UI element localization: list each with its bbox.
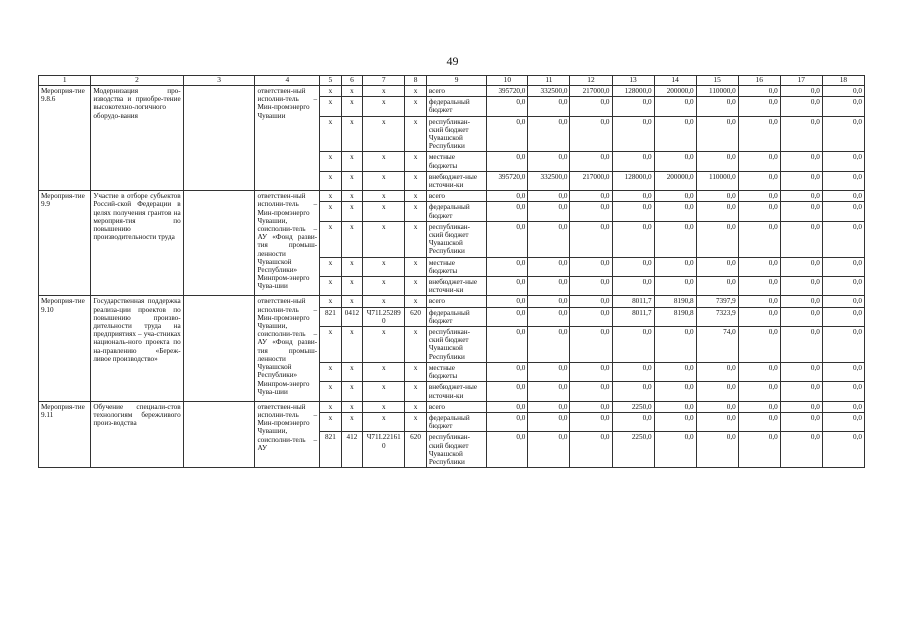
section-code-cell: x [341, 202, 363, 221]
amount-cell: 0,0 [822, 412, 864, 431]
responsible-cell: ответствен-ный исполни-тель – Мин-промэнерго Чувашии, соисполни-тель – АУ «Фонд разви-тия промыш-ленности Чувашской Республики» Минпром-энерго Чува-шии [255, 191, 320, 296]
amount-cell: 0,0 [487, 307, 528, 326]
expense-type-cell: x [405, 191, 427, 202]
amount-cell: 0,0 [487, 382, 528, 401]
amount-cell: 332500,0 [528, 171, 570, 190]
amount-cell: 0,0 [654, 97, 696, 116]
empty-col3-cell [183, 296, 255, 401]
section-code-cell: x [341, 257, 363, 276]
amount-cell: 0,0 [570, 412, 612, 431]
section-code-cell: 412 [341, 432, 363, 468]
column-header-9: 9 [426, 76, 487, 86]
amount-cell: 0,0 [654, 191, 696, 202]
amount-cell: 0,0 [487, 277, 528, 296]
amount-cell: 0,0 [822, 307, 864, 326]
amount-cell: 2250,0 [612, 432, 654, 468]
grbs-code-cell: x [320, 97, 342, 116]
amount-cell: 0,0 [612, 412, 654, 431]
column-header-13: 13 [612, 76, 654, 86]
amount-cell: 0,0 [654, 401, 696, 412]
amount-cell: 0,0 [696, 221, 738, 257]
amount-cell: 0,0 [487, 97, 528, 116]
section-code-cell: x [341, 412, 363, 431]
expense-type-cell: 620 [405, 307, 427, 326]
amount-cell: 395720,0 [487, 86, 528, 97]
amount-cell: 0,0 [738, 86, 780, 97]
amount-cell: 0,0 [487, 327, 528, 363]
amount-cell: 0,0 [780, 382, 822, 401]
amount-cell: 332500,0 [528, 86, 570, 97]
amount-cell: 0,0 [780, 401, 822, 412]
grbs-code-cell: x [320, 382, 342, 401]
amount-cell: 0,0 [487, 362, 528, 381]
amount-cell: 0,0 [570, 296, 612, 307]
expense-type-cell: x [405, 116, 427, 152]
amount-cell: 0,0 [570, 116, 612, 152]
amount-cell: 0,0 [612, 116, 654, 152]
amount-cell: 0,0 [822, 97, 864, 116]
amount-cell: 0,0 [654, 382, 696, 401]
amount-cell: 0,0 [570, 401, 612, 412]
grbs-code-cell: x [320, 327, 342, 363]
amount-cell: 0,0 [528, 327, 570, 363]
target-article-cell: x [363, 202, 405, 221]
section-code-cell: x [341, 86, 363, 97]
amount-cell: 0,0 [654, 362, 696, 381]
amount-cell: 0,0 [780, 296, 822, 307]
amount-cell: 0,0 [738, 296, 780, 307]
amount-cell: 0,0 [528, 362, 570, 381]
amount-cell: 0,0 [570, 327, 612, 363]
expense-type-cell: x [405, 152, 427, 171]
amount-cell: 0,0 [822, 401, 864, 412]
amount-cell: 0,0 [696, 412, 738, 431]
amount-cell: 0,0 [528, 257, 570, 276]
target-article-cell: x [363, 382, 405, 401]
amount-cell: 0,0 [822, 86, 864, 97]
empty-col3-cell [183, 86, 255, 191]
funding-source-cell: республикан-ский бюджет Чувашской Республики [426, 432, 487, 468]
empty-col3-cell [183, 191, 255, 296]
section-code-cell: x [341, 171, 363, 190]
amount-cell: 0,0 [738, 191, 780, 202]
amount-cell: 0,0 [738, 412, 780, 431]
amount-cell: 0,0 [738, 221, 780, 257]
section-code-cell: x [341, 97, 363, 116]
amount-cell: 0,0 [654, 327, 696, 363]
column-header-4: 4 [255, 76, 320, 86]
funding-source-cell: федеральный бюджет [426, 97, 487, 116]
measure-name-cell: Участие в отборе субъектов Россий-ской Федерации в целях получения грантов на мероприя-тия по повышению производительности труда [91, 191, 183, 296]
amount-cell: 0,0 [780, 202, 822, 221]
grbs-code-cell: 821 [320, 307, 342, 326]
amount-cell: 0,0 [738, 382, 780, 401]
target-article-cell: x [363, 296, 405, 307]
amount-cell: 8011,7 [612, 296, 654, 307]
program-table [38, 75, 865, 468]
amount-cell: 0,0 [528, 401, 570, 412]
amount-cell: 0,0 [738, 202, 780, 221]
grbs-code-cell: x [320, 86, 342, 97]
amount-cell: 74,0 [696, 327, 738, 363]
section-code-cell: x [341, 277, 363, 296]
expense-type-cell: x [405, 171, 427, 190]
amount-cell: 0,0 [654, 202, 696, 221]
amount-cell: 0,0 [487, 257, 528, 276]
table-row [39, 86, 865, 97]
section-code-cell: x [341, 191, 363, 202]
amount-cell: 0,0 [822, 362, 864, 381]
section-code-cell: x [341, 296, 363, 307]
amount-cell: 0,0 [612, 277, 654, 296]
amount-cell: 7323,9 [696, 307, 738, 326]
amount-cell: 0,0 [528, 277, 570, 296]
amount-cell: 0,0 [528, 152, 570, 171]
amount-cell: 0,0 [528, 116, 570, 152]
section-code-cell: x [341, 382, 363, 401]
amount-cell: 8011,7 [612, 307, 654, 326]
column-header-5: 5 [320, 76, 342, 86]
expense-type-cell: x [405, 401, 427, 412]
target-article-cell: Ч71I.252890 [363, 307, 405, 326]
target-article-cell: x [363, 401, 405, 412]
grbs-code-cell: x [320, 171, 342, 190]
amount-cell: 0,0 [738, 432, 780, 468]
amount-cell: 0,0 [822, 277, 864, 296]
amount-cell: 0,0 [570, 221, 612, 257]
column-header-11: 11 [528, 76, 570, 86]
amount-cell: 0,0 [822, 116, 864, 152]
amount-cell: 0,0 [780, 86, 822, 97]
amount-cell: 0,0 [487, 296, 528, 307]
funding-source-cell: федеральный бюджет [426, 412, 487, 431]
amount-cell: 0,0 [570, 307, 612, 326]
amount-cell: 0,0 [612, 257, 654, 276]
grbs-code-cell: x [320, 412, 342, 431]
amount-cell: 0,0 [528, 221, 570, 257]
column-header-15: 15 [696, 76, 738, 86]
amount-cell: 0,0 [528, 432, 570, 468]
amount-cell: 0,0 [696, 382, 738, 401]
amount-cell: 0,0 [780, 277, 822, 296]
funding-source-cell: всего [426, 86, 487, 97]
amount-cell: 0,0 [696, 432, 738, 468]
funding-source-cell: республикан-ский бюджет Чувашской Республики [426, 221, 487, 257]
amount-cell: 0,0 [612, 221, 654, 257]
amount-cell: 0,0 [780, 362, 822, 381]
column-header-3: 3 [183, 76, 255, 86]
amount-cell: 0,0 [822, 221, 864, 257]
amount-cell: 0,0 [780, 171, 822, 190]
amount-cell: 0,0 [612, 382, 654, 401]
amount-cell: 0,0 [612, 97, 654, 116]
amount-cell: 0,0 [780, 221, 822, 257]
amount-cell: 0,0 [528, 412, 570, 431]
amount-cell: 0,0 [738, 97, 780, 116]
amount-cell: 0,0 [822, 296, 864, 307]
funding-source-cell: республикан-ский бюджет Чувашской Республики [426, 327, 487, 363]
amount-cell: 0,0 [696, 116, 738, 152]
amount-cell: 0,0 [570, 277, 612, 296]
amount-cell: 0,0 [780, 327, 822, 363]
amount-cell: 0,0 [780, 97, 822, 116]
column-header-2: 2 [91, 76, 183, 86]
column-header-7: 7 [363, 76, 405, 86]
amount-cell: 0,0 [487, 412, 528, 431]
amount-cell: 0,0 [738, 171, 780, 190]
section-code-cell: x [341, 362, 363, 381]
amount-cell: 0,0 [738, 152, 780, 171]
table-row [39, 296, 865, 307]
column-header-18: 18 [822, 76, 864, 86]
section-code-cell: 0412 [341, 307, 363, 326]
amount-cell: 0,0 [822, 257, 864, 276]
amount-cell: 0,0 [570, 382, 612, 401]
amount-cell: 0,0 [528, 296, 570, 307]
amount-cell: 0,0 [570, 257, 612, 276]
expense-type-cell: 620 [405, 432, 427, 468]
amount-cell: 0,0 [487, 191, 528, 202]
empty-col3-cell [183, 401, 255, 467]
amount-cell: 0,0 [696, 401, 738, 412]
amount-cell: 0,0 [780, 191, 822, 202]
amount-cell: 0,0 [570, 152, 612, 171]
amount-cell: 217000,0 [570, 86, 612, 97]
amount-cell: 128000,0 [612, 171, 654, 190]
page-number: 49 [446, 54, 459, 68]
grbs-code-cell: x [320, 257, 342, 276]
measure-id-cell: Мероприя-тие 9.8.6 [39, 86, 91, 191]
responsible-cell: ответствен-ный исполни-тель – Мин-промэнерго Чувашии, соисполни-тель – АУ «Фонд разви-тия промыш-ленности Чувашской Республики» Минпром-энерго Чува-шии [255, 296, 320, 401]
grbs-code-cell: x [320, 116, 342, 152]
measure-name-cell: Модернизация про-изводства и приобре-тение высокотехно-логичного оборудо-вания [91, 86, 183, 191]
funding-source-cell: федеральный бюджет [426, 202, 487, 221]
target-article-cell: x [363, 116, 405, 152]
amount-cell: 128000,0 [612, 86, 654, 97]
grbs-code-cell: x [320, 401, 342, 412]
amount-cell: 0,0 [487, 202, 528, 221]
amount-cell: 0,0 [487, 221, 528, 257]
amount-cell: 0,0 [696, 191, 738, 202]
amount-cell: 0,0 [654, 257, 696, 276]
funding-source-cell: всего [426, 401, 487, 412]
amount-cell: 217000,0 [570, 171, 612, 190]
amount-cell: 0,0 [822, 191, 864, 202]
expense-type-cell: x [405, 412, 427, 431]
target-article-cell: x [363, 327, 405, 363]
column-header-17: 17 [780, 76, 822, 86]
amount-cell: 200000,0 [654, 171, 696, 190]
amount-cell: 0,0 [487, 401, 528, 412]
measure-id-cell: Мероприя-тие 9.10 [39, 296, 91, 401]
table-row [39, 191, 865, 202]
amount-cell: 0,0 [696, 152, 738, 171]
responsible-cell: ответствен-ный исполни-тель – Мин-промэнерго Чувашии [255, 86, 320, 191]
expense-type-cell: x [405, 362, 427, 381]
target-article-cell: x [363, 221, 405, 257]
target-article-cell: Ч71I.221610 [363, 432, 405, 468]
amount-cell: 8190,8 [654, 307, 696, 326]
column-header-1: 1 [39, 76, 91, 86]
grbs-code-cell: x [320, 221, 342, 257]
amount-cell: 0,0 [570, 191, 612, 202]
amount-cell: 0,0 [696, 97, 738, 116]
grbs-code-cell: x [320, 191, 342, 202]
amount-cell: 0,0 [738, 401, 780, 412]
amount-cell: 0,0 [487, 152, 528, 171]
amount-cell: 0,0 [696, 202, 738, 221]
amount-cell: 0,0 [780, 116, 822, 152]
target-article-cell: x [363, 86, 405, 97]
amount-cell: 110000,0 [696, 86, 738, 97]
expense-type-cell: x [405, 202, 427, 221]
grbs-code-cell: x [320, 296, 342, 307]
amount-cell: 0,0 [612, 191, 654, 202]
amount-cell: 0,0 [738, 257, 780, 276]
section-code-cell: x [341, 221, 363, 257]
measure-id-cell: Мероприя-тие 9.11 [39, 401, 91, 467]
expense-type-cell: x [405, 382, 427, 401]
target-article-cell: x [363, 97, 405, 116]
amount-cell: 0,0 [528, 191, 570, 202]
amount-cell: 8190,8 [654, 296, 696, 307]
amount-cell: 0,0 [528, 202, 570, 221]
measure-name-cell: Обучение специали-стов технологиям бережливого произ-водства [91, 401, 183, 467]
expense-type-cell: x [405, 296, 427, 307]
amount-cell: 0,0 [780, 432, 822, 468]
amount-cell: 0,0 [738, 277, 780, 296]
amount-cell: 0,0 [487, 116, 528, 152]
amount-cell: 0,0 [822, 327, 864, 363]
responsible-cell: ответствен-ный исполни-тель – Мин-промэнерго Чувашии, соисполни-тель – АУ [255, 401, 320, 467]
expense-type-cell: x [405, 86, 427, 97]
amount-cell: 0,0 [528, 97, 570, 116]
table-body [39, 76, 865, 468]
section-code-cell: x [341, 152, 363, 171]
amount-cell: 2250,0 [612, 401, 654, 412]
amount-cell: 0,0 [822, 382, 864, 401]
amount-cell: 0,0 [696, 277, 738, 296]
target-article-cell: x [363, 257, 405, 276]
expense-type-cell: x [405, 221, 427, 257]
section-code-cell: x [341, 401, 363, 412]
section-code-cell: x [341, 116, 363, 152]
funding-source-cell: местные бюджеты [426, 362, 487, 381]
funding-source-cell: внебюджет-ные источни-ки [426, 382, 487, 401]
column-header-14: 14 [654, 76, 696, 86]
amount-cell: 7397,9 [696, 296, 738, 307]
column-header-10: 10 [487, 76, 528, 86]
amount-cell: 0,0 [570, 432, 612, 468]
amount-cell: 0,0 [822, 152, 864, 171]
amount-cell: 0,0 [528, 307, 570, 326]
grbs-code-cell: x [320, 152, 342, 171]
funding-source-cell: внебюджет-ные источни-ки [426, 277, 487, 296]
funding-source-cell: всего [426, 296, 487, 307]
amount-cell: 0,0 [696, 362, 738, 381]
amount-cell: 0,0 [780, 257, 822, 276]
amount-cell: 0,0 [612, 362, 654, 381]
amount-cell: 0,0 [780, 412, 822, 431]
grbs-code-cell: x [320, 362, 342, 381]
funding-source-cell: местные бюджеты [426, 257, 487, 276]
target-article-cell: x [363, 277, 405, 296]
target-article-cell: x [363, 191, 405, 202]
expense-type-cell: x [405, 327, 427, 363]
amount-cell: 0,0 [780, 307, 822, 326]
amount-cell: 0,0 [738, 327, 780, 363]
amount-cell: 0,0 [738, 362, 780, 381]
amount-cell: 0,0 [822, 432, 864, 468]
amount-cell: 0,0 [654, 432, 696, 468]
measure-id-cell: Мероприя-тие 9.9 [39, 191, 91, 296]
amount-cell: 395720,0 [487, 171, 528, 190]
target-article-cell: x [363, 412, 405, 431]
amount-cell: 0,0 [738, 307, 780, 326]
measure-name-cell: Государственная поддержка реализа-ции проектов по повышению произво-дительности труда на предприятиях – уча-стниках националь-ного проекта по на-правлению «Береж-ливое производство» [91, 296, 183, 401]
funding-source-cell: республикан-ский бюджет Чувашской Республики [426, 116, 487, 152]
amount-cell: 0,0 [570, 202, 612, 221]
amount-cell: 0,0 [612, 152, 654, 171]
funding-source-cell: федеральный бюджет [426, 307, 487, 326]
column-header-12: 12 [570, 76, 612, 86]
amount-cell: 0,0 [738, 116, 780, 152]
amount-cell: 0,0 [654, 116, 696, 152]
expense-type-cell: x [405, 277, 427, 296]
funding-source-cell: всего [426, 191, 487, 202]
amount-cell: 0,0 [612, 202, 654, 221]
amount-cell: 0,0 [570, 97, 612, 116]
column-header-6: 6 [341, 76, 363, 86]
funding-source-cell: внебюджет-ные источни-ки [426, 171, 487, 190]
header-row [39, 76, 865, 86]
amount-cell: 0,0 [780, 152, 822, 171]
funding-source-cell: местные бюджеты [426, 152, 487, 171]
target-article-cell: x [363, 152, 405, 171]
amount-cell: 0,0 [654, 277, 696, 296]
expense-type-cell: x [405, 257, 427, 276]
grbs-code-cell: x [320, 202, 342, 221]
amount-cell: 0,0 [822, 202, 864, 221]
column-header-16: 16 [738, 76, 780, 86]
amount-cell: 0,0 [822, 171, 864, 190]
target-article-cell: x [363, 362, 405, 381]
grbs-code-cell: 821 [320, 432, 342, 468]
amount-cell: 110000,0 [696, 171, 738, 190]
grbs-code-cell: x [320, 277, 342, 296]
expense-type-cell: x [405, 97, 427, 116]
amount-cell: 0,0 [654, 412, 696, 431]
column-header-8: 8 [405, 76, 427, 86]
section-code-cell: x [341, 327, 363, 363]
amount-cell: 0,0 [654, 152, 696, 171]
amount-cell: 0,0 [570, 362, 612, 381]
amount-cell: 0,0 [696, 257, 738, 276]
amount-cell: 0,0 [654, 221, 696, 257]
amount-cell: 200000,0 [654, 86, 696, 97]
amount-cell: 0,0 [487, 432, 528, 468]
target-article-cell: x [363, 171, 405, 190]
amount-cell: 0,0 [612, 327, 654, 363]
amount-cell: 0,0 [528, 382, 570, 401]
table-row [39, 401, 865, 412]
